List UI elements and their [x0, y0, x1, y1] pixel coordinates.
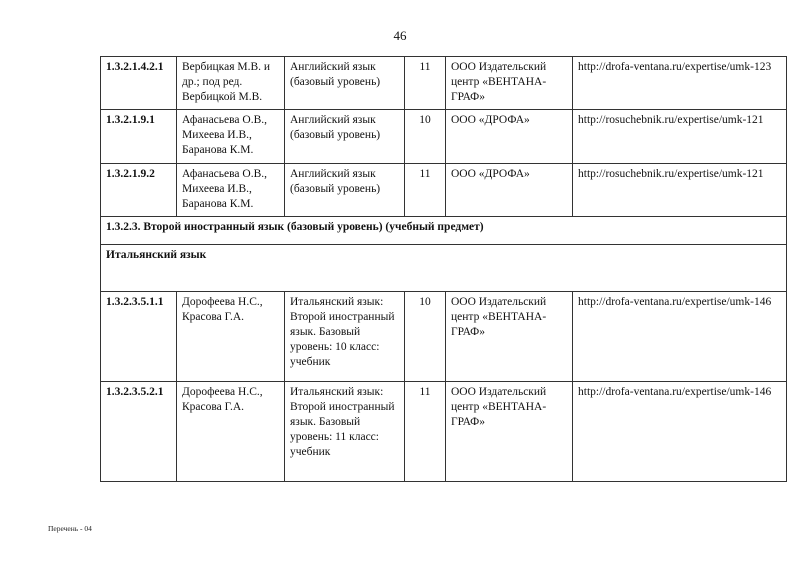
- row-code: 1.3.2.1.9.1: [101, 110, 177, 164]
- row-authors: Дорофеева Н.С., Красова Г.А.: [177, 292, 285, 382]
- row-url[interactable]: http://rosuchebnik.ru/expertise/umk-121: [573, 164, 787, 217]
- page-footer: Перечень - 04: [48, 524, 92, 533]
- row-authors: Вербицкая М.В. и др.; под ред. Вербицкой М.В.: [177, 57, 285, 110]
- row-grade: 11: [405, 164, 446, 217]
- row-url[interactable]: http://drofa-ventana.ru/expertise/umk-146: [573, 292, 787, 382]
- row-code: 1.3.2.3.5.2.1: [101, 382, 177, 482]
- section-row: [101, 217, 787, 245]
- section-heading: 1.3.2.3. Второй иностранный язык (базовый уровень) (учебный предмет): [101, 217, 787, 245]
- row-code: 1.3.2.1.9.2: [101, 164, 177, 217]
- row-authors: Афанасьева О.В., Михеева И.В., Баранова К.М.: [177, 164, 285, 217]
- row-publisher: ООО «ДРОФА»: [446, 110, 573, 164]
- row-url[interactable]: http://drofa-ventana.ru/expertise/umk-123: [573, 57, 787, 110]
- row-publisher: ООО «ДРОФА»: [446, 164, 573, 217]
- row-url[interactable]: http://rosuchebnik.ru/expertise/umk-121: [573, 110, 787, 164]
- row-grade: 10: [405, 110, 446, 164]
- table-row: [101, 292, 787, 382]
- table-row: [101, 57, 787, 110]
- row-code: 1.3.2.3.5.1.1: [101, 292, 177, 382]
- page-number: 46: [393, 28, 407, 43]
- row-publisher: ООО Издательский центр «ВЕНТАНА-ГРАФ»: [446, 382, 573, 482]
- subsection-row: [101, 245, 787, 292]
- row-title: Итальянский язык: Второй иностранный язык. Базовый уровень: 11 класс: учебник: [285, 382, 405, 482]
- table-row: [101, 164, 787, 217]
- table-row: [101, 110, 787, 164]
- row-publisher: ООО Издательский центр «ВЕНТАНА-ГРАФ»: [446, 57, 573, 110]
- row-code: 1.3.2.1.4.2.1: [101, 57, 177, 110]
- row-authors: Дорофеева Н.С., Красова Г.А.: [177, 382, 285, 482]
- row-authors: Афанасьева О.В., Михеева И.В., Баранова К.М.: [177, 110, 285, 164]
- row-grade: 10: [405, 292, 446, 382]
- textbook-list-table: [100, 56, 787, 482]
- row-grade: 11: [405, 57, 446, 110]
- row-title: Итальянский язык: Второй иностранный язык. Базовый уровень: 10 класс: учебник: [285, 292, 405, 382]
- row-title: Английский язык (базовый уровень): [285, 164, 405, 217]
- row-publisher: ООО Издательский центр «ВЕНТАНА-ГРАФ»: [446, 292, 573, 382]
- subsection-heading: Итальянский язык: [101, 245, 787, 292]
- row-grade: 11: [405, 382, 446, 482]
- row-url[interactable]: http://drofa-ventana.ru/expertise/umk-146: [573, 382, 787, 482]
- row-title: Английский язык (базовый уровень): [285, 57, 405, 110]
- table-row: [101, 382, 787, 482]
- row-title: Английский язык (базовый уровень): [285, 110, 405, 164]
